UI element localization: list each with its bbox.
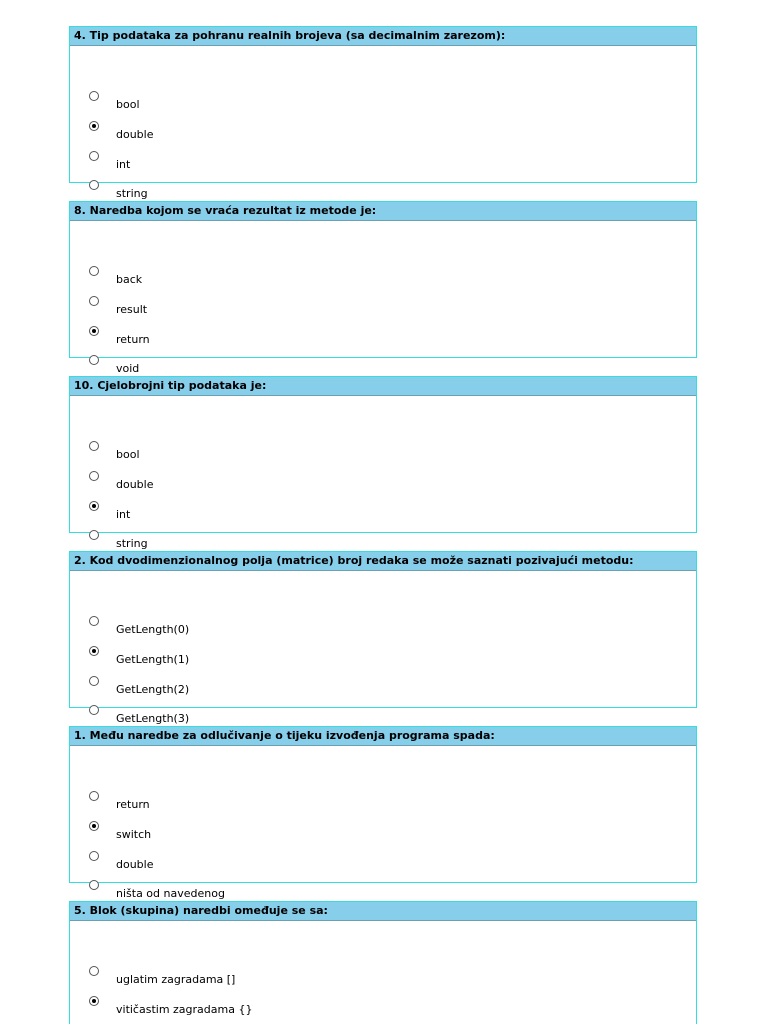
option[interactable] [70,121,696,151]
radio-button[interactable] [89,91,99,101]
radio-button[interactable] [89,266,99,276]
option-label: uglatim zagradama [] [116,973,236,986]
radio-button[interactable] [89,151,99,161]
option-label: vitičastim zagradama {} [116,1003,253,1016]
option[interactable] [70,676,696,706]
option-label: back [116,273,143,286]
option-label: string [116,187,148,200]
option-label: ništa od navedenog [116,887,225,900]
option-label: GetLength(2) [116,683,190,696]
option-label: double [116,128,154,141]
radio-button[interactable] [89,705,99,715]
option-label: return [116,798,150,811]
radio-button[interactable] [89,121,99,131]
radio-button[interactable] [89,880,99,890]
option[interactable] [70,91,696,121]
radio-button[interactable] [89,296,99,306]
option[interactable] [70,266,696,296]
option[interactable] [70,441,696,471]
radio-button[interactable] [89,851,99,861]
option[interactable] [70,996,696,1026]
option[interactable] [70,616,696,646]
option[interactable] [70,821,696,851]
radio-button[interactable] [89,180,99,190]
question-block [69,726,697,900]
option[interactable] [70,966,696,996]
question-title: 4. Tip podataka za pohranu realnih brojeva (sa decimalnim zarezom): [70,27,696,46]
question-block [69,201,697,375]
option-label: GetLength(1) [116,653,190,666]
option[interactable] [70,296,696,326]
option-label: bool [116,98,140,111]
option[interactable] [70,501,696,531]
question-title: 8. Naredba kojom se vraća rezultat iz metode je: [70,202,696,221]
radio-button[interactable] [89,616,99,626]
option-label: void [116,362,140,375]
question-title: 2. Kod dvodimenzionalnog polja (matrice) broj redaka se može saznati pozivajući metodu: [70,552,696,571]
option[interactable] [70,646,696,676]
option-label: double [116,478,154,491]
question-block [69,901,697,1024]
option-label: int [116,158,131,171]
radio-button[interactable] [89,326,99,336]
radio-button[interactable] [89,966,99,976]
option-label: switch [116,828,152,841]
option-label: int [116,508,131,521]
option-label: GetLength(3) [116,712,190,725]
radio-button[interactable] [89,441,99,451]
question-title: 5. Blok (skupina) naredbi omeđuje se sa: [70,902,696,921]
radio-button[interactable] [89,676,99,686]
option-label: result [116,303,148,316]
radio-button[interactable] [89,646,99,656]
option-label: return [116,333,150,346]
radio-button[interactable] [89,791,99,801]
radio-button[interactable] [89,821,99,831]
radio-button[interactable] [89,471,99,481]
question-title: 1. Među naredbe za odlučivanje o tijeku izvođenja programa spada: [70,727,696,746]
option-label: double [116,858,154,871]
option-label: bool [116,448,140,461]
question-block [69,376,697,550]
option[interactable] [70,471,696,501]
radio-button[interactable] [89,355,99,365]
option[interactable] [70,326,696,356]
radio-button[interactable] [89,530,99,540]
option-label: GetLength(0) [116,623,190,636]
option[interactable] [70,851,696,881]
option[interactable] [70,791,696,821]
question-block [69,26,697,200]
radio-button[interactable] [89,996,99,1006]
radio-button[interactable] [89,501,99,511]
question-block [69,551,697,725]
question-title: 10. Cjelobrojni tip podataka je: [70,377,696,396]
option[interactable] [70,151,696,181]
option-label: string [116,537,148,550]
